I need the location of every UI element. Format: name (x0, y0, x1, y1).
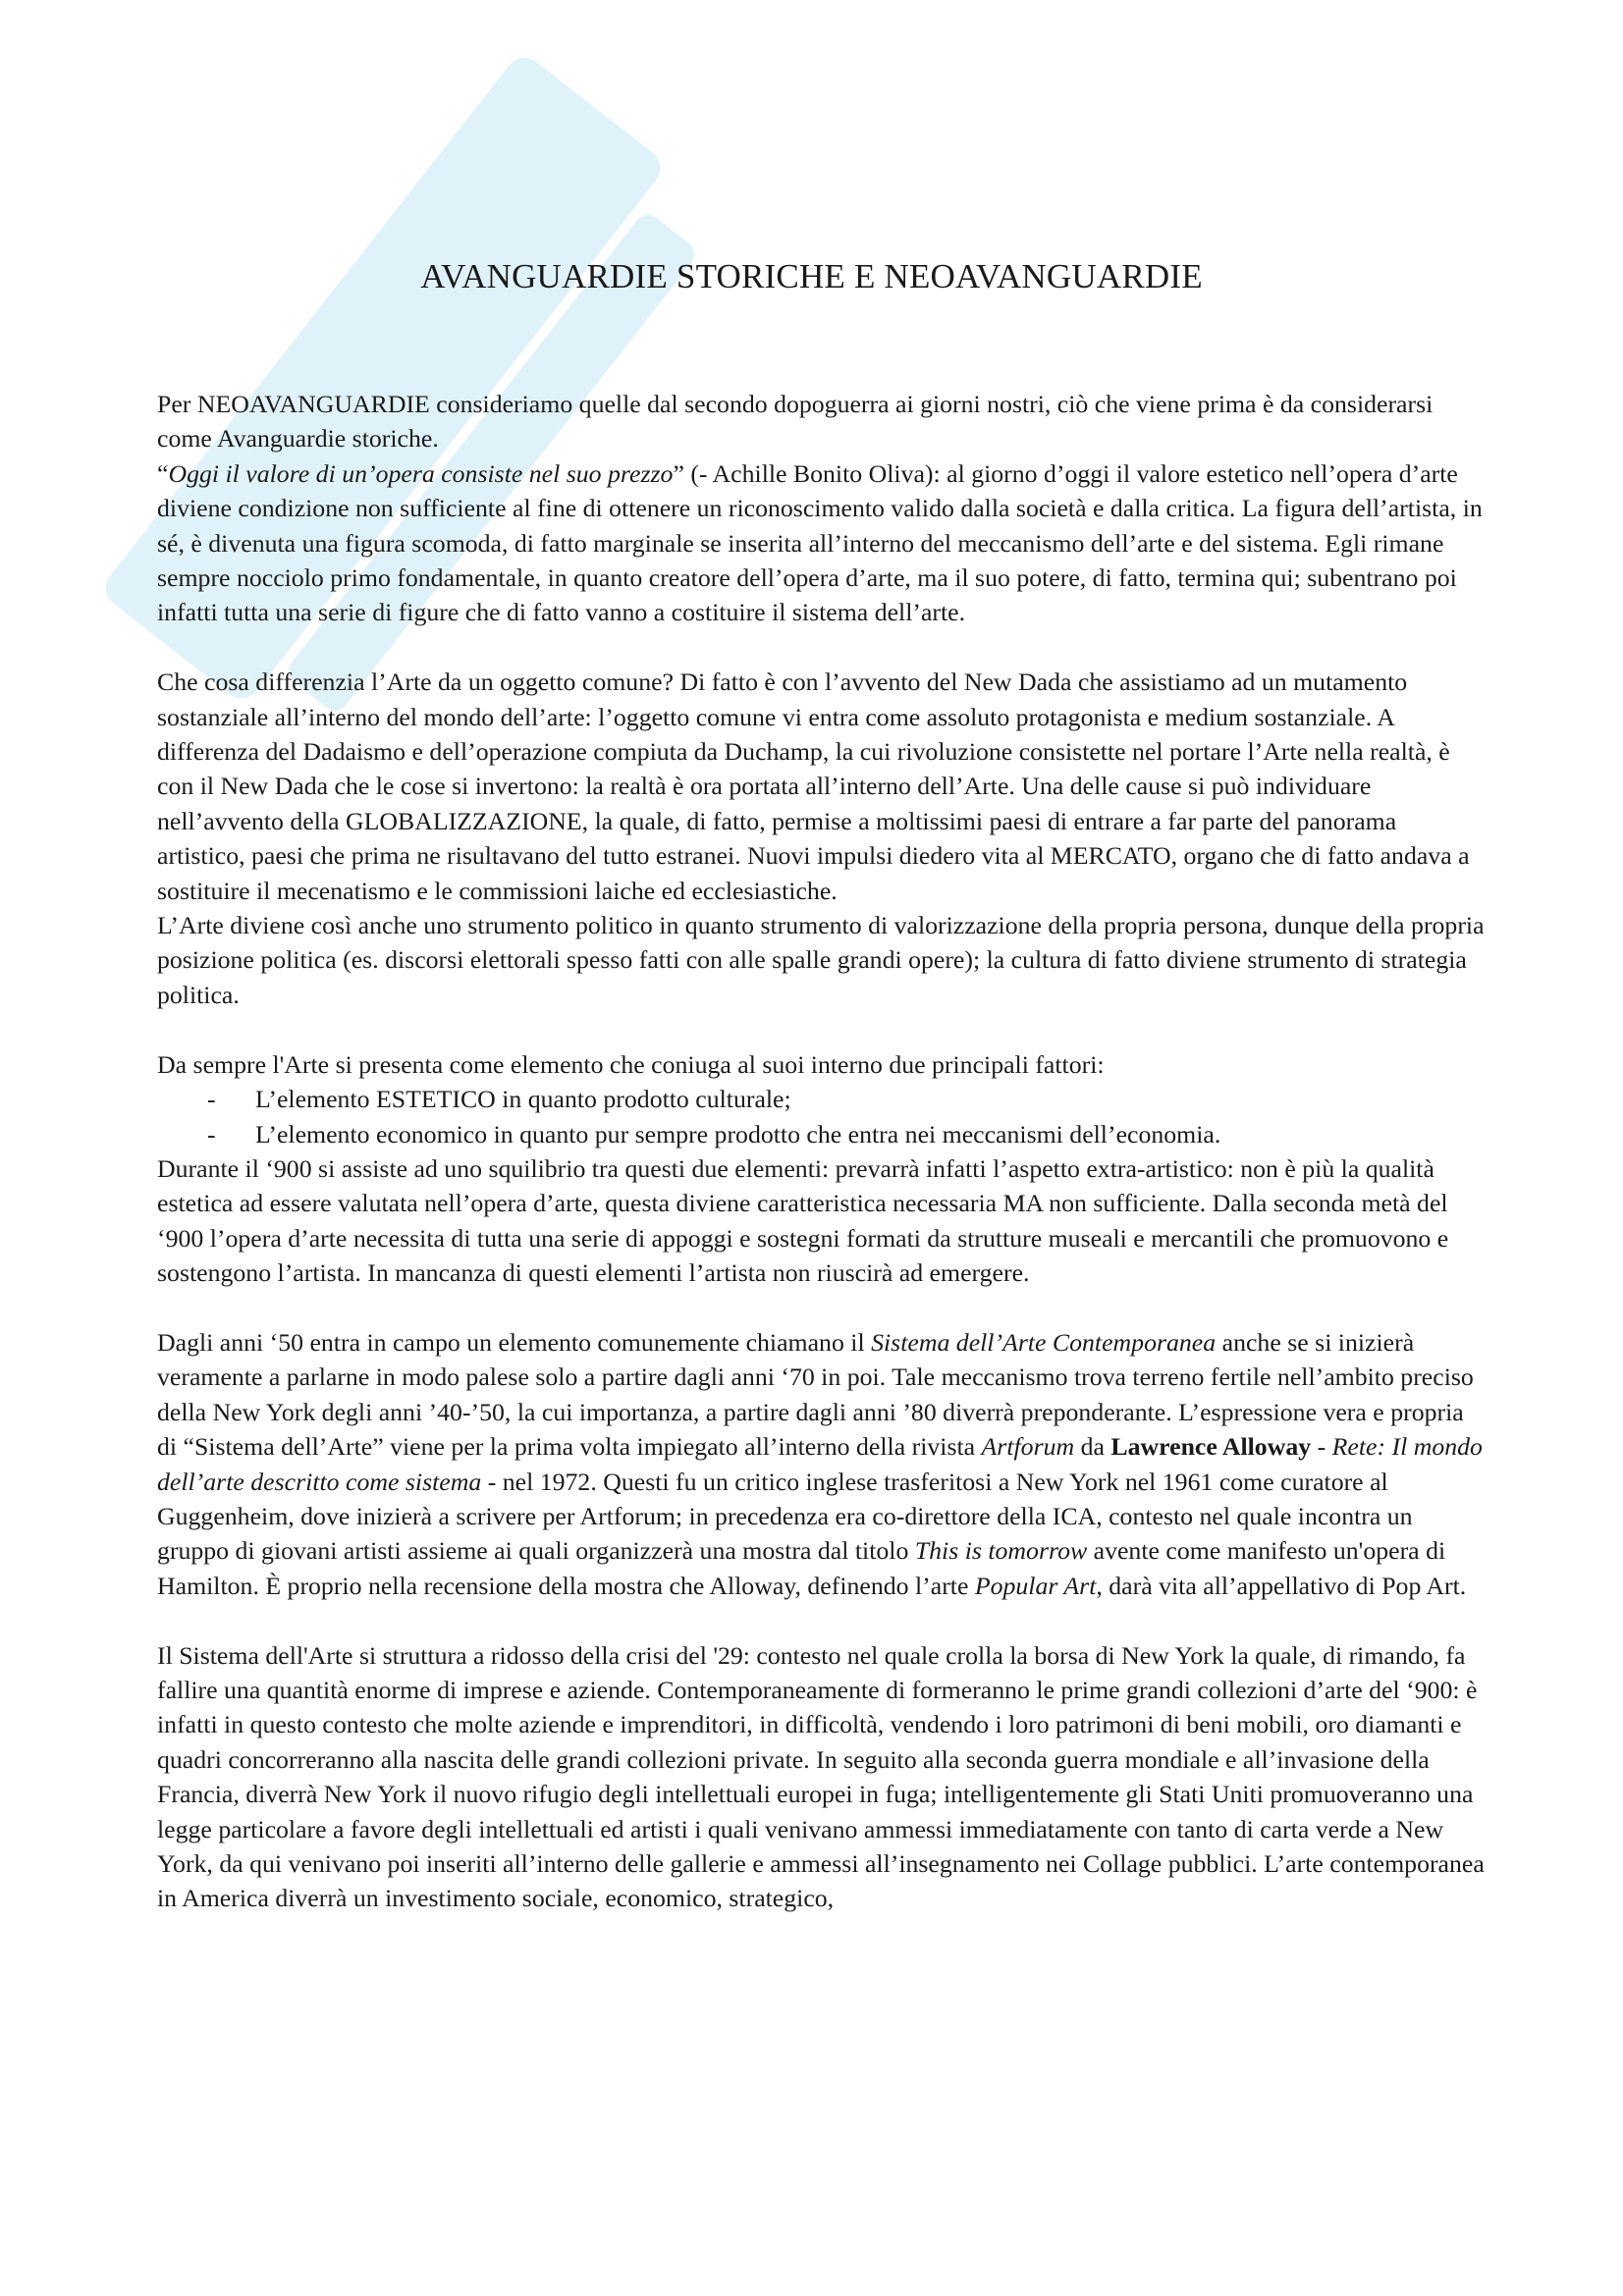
bullet-dash: - (207, 1085, 216, 1114)
document-title: AVANGUARDIE STORICHE E NEOAVANGUARDIE (420, 257, 1203, 295)
paragraph-politics: L’Arte diviene così anche uno strumento politico in quanto strumento di valorizzazione della propria persona, dunque della propria posizione politica (es. discorsi elettorali spesso fatti con alle spalle grandi opere); la cultura di fatto diviene strumento di strategia politica. (157, 911, 1485, 1009)
paragraph-two-factors-intro: Da sempre l'Arte si presenta come elemento che coniuga al suoi interno due principali fattori: (157, 1049, 1105, 1079)
paragraph-value-rest: ” (- Achille Bonito Oliva): al giorno d’oggi il valore estetico nell’opera d’arte diviene condizione non sufficiente al fine di ottenere un riconoscimento valido dalla società e dalla critica. La figura dell’artista, in sé, è divenuta una figura scomoda, di fatto marginale se inserita all’interno del meccanismo dell’arte e del sistema. Egli rimane sempre nocciolo primo fondamentale, in quanto creatore dell’opera d’arte, ma il suo potere, di fatto, termina qui; subentrano poi infatti tutta una serie di figure che di fatto vanno a costituire il sistema dell’arte. (157, 458, 1483, 627)
list-item: - L’elemento ESTETICO in quanto prodotto culturale; (157, 1082, 1485, 1116)
factors-list (157, 1082, 1485, 1151)
paragraph-sistema-arte: Dagli anni ‘50 entra in campo un elemento comunemente chiamano il Sistema dell’Arte Contemporanea anche se si inizierà veramente a parlarne in modo palese solo a partire dagli anni ‘70 in poi. Tale meccanismo trova terreno fertile nell’ambito preciso della New York degli anni ’40-’50, la cui importanza, a partire dagli anni ’80 diverrà preponderante. L’espressione vera e propria di “Sistema dell’Arte” viene per la prima volta impiegato all’interno della rivista Artforum da Lawrence Alloway - Rete: Il mondo dell’arte descritto come sistema - nel 1972. Questi fu un critico inglese trasferitosi a New York nel 1961 come curatore al Guggenheim, dove inizierà a scrivere per Artforum; in precedenza era co-direttore della ICA, contesto nel quale incontra un gruppo di giovani artisti assieme ai quali organizzerà una mostra dal titolo This is tomorrow avente come manifesto un'opera di Hamilton. È proprio nella recensione della mostra che Alloway, definendo l’arte Popular Art, darà vita all’appellativo di Pop Art. (157, 1327, 1483, 1600)
paragraph-imbalance-900: Durante il ‘900 si assiste ad uno squilibrio tra questi due elementi: prevarrà infatti l’aspetto extra-artistico: non è più la qualità estetica ad essere valutata nell’opera d’arte, questa diviene caratteristica necessaria MA non sufficiente. Dalla seconda metà del ‘900 l’opera d’arte necessita di tutta una serie di appoggi e sostegni formati da strutture museali e mercantili che promuovono e sostengono l’artista. In mancanza di questi elementi l’artista non riuscirà ad emergere. (157, 1153, 1449, 1288)
paragraph-neoavanguardie-definition: Per NEOAVANGUARDIE consideriamo quelle dal secondo dopoguerra ai giorni nostri, ciò che viene prima è da considerarsi come Avanguardie storiche. (157, 390, 1434, 454)
document-body (157, 387, 1485, 1916)
paragraph-new-dada: Che cosa differenzia l’Arte da un oggetto comune? Di fatto è con l’avvento del New Dada che assistiamo ad un mutamento sostanziale all’interno del mondo dell’arte: l’oggetto comune vi entra come assoluto protagonista e medium sostanziale. A differenza del Dadaismo e dell’operazione compiuta da Duchamp, la cui rivoluzione consistette nel portare l’Arte nella realtà, è con il New Dada che le cose si invertono: la realtà è ora portata all’interno dell’Arte. Una delle cause si può individuare nell’avvento della GLOBALIZZAZIONE, la quale, di fatto, permise a moltissimi paesi di entrare a far parte del panorama artistico, paesi che prima ne risultavano del tutto estranei. Nuovi impulsi diedero vita al MERCATO, organo che di fatto andava a sostituire il mecenatismo e le commissioni laiche ed ecclesiastiche. (157, 667, 1470, 905)
paragraph-value-of-artwork (157, 456, 1485, 630)
list-item: - L’elemento economico in quanto pur sempre prodotto che entra nei meccanismi dell’economia. (157, 1117, 1485, 1151)
paragraph-crisis-29: Il Sistema dell'Arte si struttura a ridosso della crisi del '29: contesto nel quale crolla la borsa di New York la quale, di rimando, fa fallire una quantità enorme di imprese e aziende. Contemporaneamente di formeranno le prime grandi collezioni d’arte del ‘900: è infatti in questo contesto che molte aziende e imprenditori, in difficoltà, vendendo i loro patrimoni di beni mobili, oro diamanti e quadri concorreranno alla nascita delle grandi collezioni private. In seguito alla seconda guerra mondiale e all’invasione della Francia, diverrà New York il nuovo rifugio degli intellettuali europei in fuga; intelligentemente gli Stati Uniti promuoveranno una legge particolare a favore degli intellettuali ed artisti i quali venivano ammessi immediatamente con tanto di carta verde a New York, da qui venivano poi inseriti all’interno delle gallerie e ammessi all’insegnamento nei Collage pubblici. L’arte contemporanea in America diverrà un investimento sociale, economico, strategico, (157, 1640, 1485, 1913)
author-name: Lawrence Alloway (1110, 1432, 1312, 1462)
open-quote: “ (157, 458, 169, 488)
bullet-dash: - (207, 1119, 216, 1148)
quote-bonito-oliva: Oggi il valore di un’opera consiste nel suo prezzo (168, 458, 674, 488)
